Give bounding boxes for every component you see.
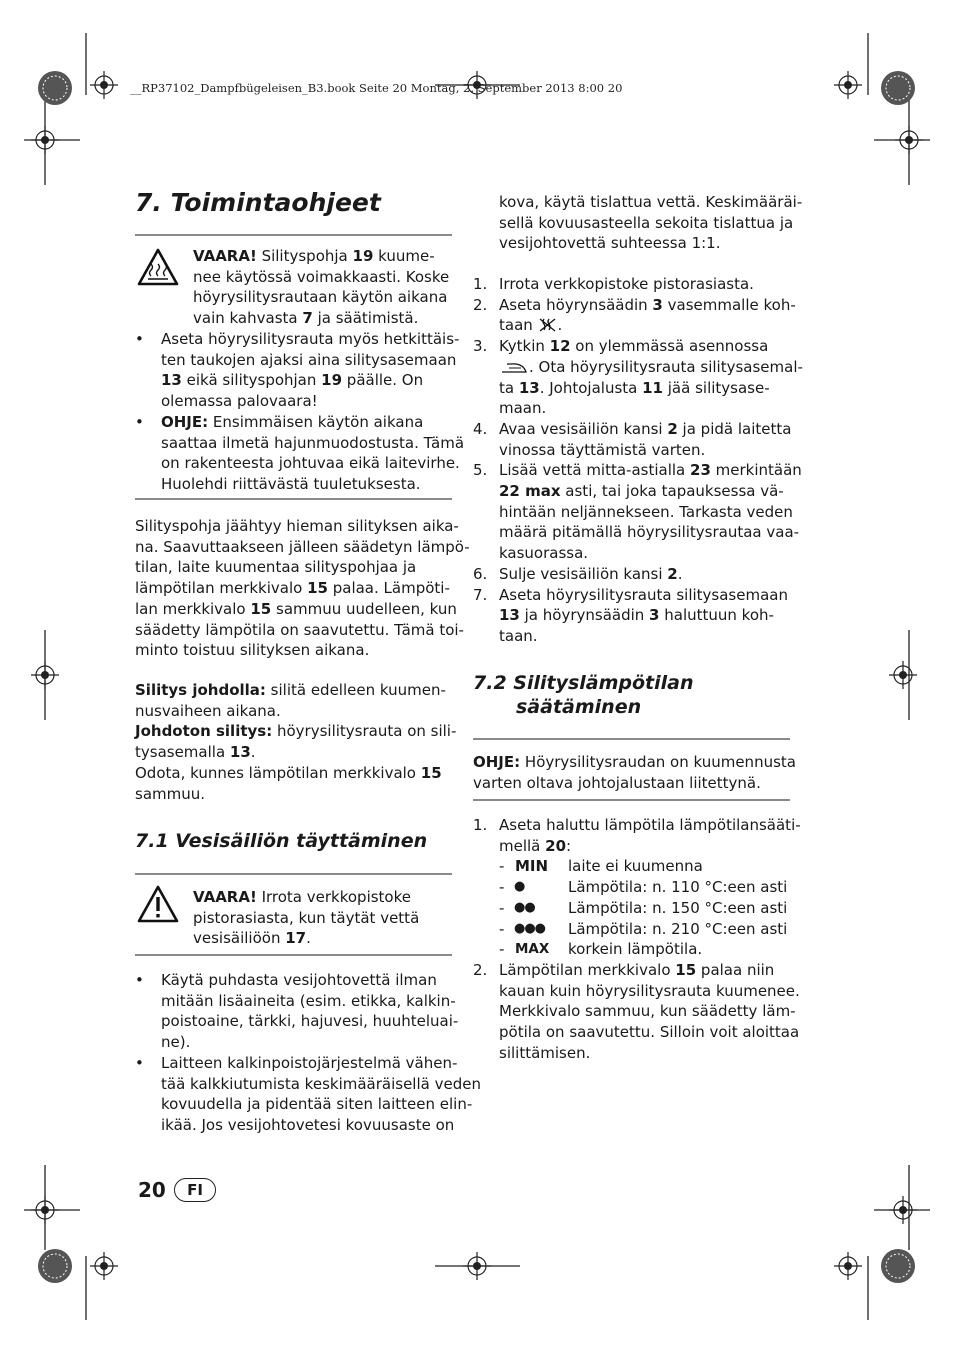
steam-off-icon [538,317,558,333]
list-item: • Aseta höyrysilitysrauta myös hetkittäis- ten taukojen ajaksi aina silitysasemaan 13 eikä silityspohjan 19 päälle. On olemassa palovaara! [135,330,460,411]
divider [135,954,452,956]
warning-label: VAARA! [193,888,257,906]
divider [473,738,790,740]
list-item: • Laitteen kalkinpoistojärjestelmä vähen- tää kalkkiutumista keskimääräisellä veden kovuudella ja pidentää siten laitteen elin- ikää. Jos vesijohtovetesi kovuusaste on [135,1053,481,1134]
list-item: 6. Sulje vesisäiliön kansi 2. [473,564,683,583]
divider [135,234,452,236]
list-item: 3. Kytkin 12 on ylemmässä asennossa . Ota höyrysilitysrauta silitysasemal- ta 13. Johtojalusta 11 jää silitysase- maan. [473,337,803,418]
language-badge: FI [174,1178,216,1202]
iron-icon [499,360,529,374]
paragraph-soleplate-cooling: Silityspohja jäähtyy hieman silityksen aika- na. Saavuttaakseen jälleen säädetyn lämpö- tilan, laite kuumentaa silityspohjaa ja lämpötilan merkkivalo 15 palaa. Lämpöti- lan merkkivalo 15 sammuu uudelleen, kun säädetty lämpötila on saavutettu. Tämä toi- minto toistuu silityksen aikana. [135,517,470,660]
steps-fill-water [473,274,803,647]
section-heading-7-2: 7.2 Silityslämpötilan säätäminen [473,672,694,718]
setting-row: - ●● Lämpötila: n. 150 °C:een asti [499,898,788,917]
section-heading-7-1: 7.1 Vesisäiliön täyttäminen [135,830,428,852]
paragraph-water-hardness: kova, käytä tislattua vettä. Keskimääräi- sellä kovuusasteella sekoita tislattua ja vesijohtovettä suhteessa 1:1. [499,193,803,253]
steps-set-temperature [473,815,803,1063]
note-connect-base: OHJE: Höyrysilitysraudan on kuumennusta varten oltava johtojalustaan liitettynä. [473,753,796,792]
list-item: 7. Aseta höyrysilitysrauta silitysasemaan 13 ja höyrynsäädin 3 haluttuun koh- taan. [473,585,788,645]
divider [135,873,452,875]
paragraph-corded-cordless: Silitys johdolla: silitä edelleen kuumen- nusvaiheen aikana. Johdoton silitys: höyrysilitysrauta on sili- tysasemalla 13. Odota, kunnes lämpötilan merkkivalo 15 sammuu. [135,681,457,803]
page-number: 20 [138,1178,166,1202]
warning-triangle-icon [137,885,179,923]
setting-row: - MAX korkein lämpötila. [499,940,703,959]
list-item: 1. Aseta haluttu lämpötila lämpötilansääti- mellä 20: - MIN laite ei kuumenna - ● Lämpötila: n. 110 °C:een asti - ●● Lämpötila: n. 150 °C:een asti - ●●● Lämpötila: n. 210 °C:een asti - MAX korkein lämpötila. [473,815,803,960]
warning-hot-soleplate: VAARA! Silityspohja 19 kuume- nee käytössä voimakkaasti. Koske höyrysilitysrautaan käytön aikana vain kahvasta 7 ja säätimistä. [193,247,450,328]
list-item: • Käytä puhdasta vesijohtovettä ilman mitään lisäaineita (esim. etikka, kalkin- poistoaine, tärkki, hajuvesi, huuhteluai- ne). [135,971,459,1052]
list-item: 1. Irrota verkkopistoke pistorasiasta. [473,275,754,293]
divider [135,498,452,500]
warning-label: VAARA! [193,247,257,265]
list-item: 2. Lämpötilan merkkivalo 15 palaa niin kauan kuin höyrysilitysrauta kuumenee. Merkkivalo sammuu, kun säädetty läm- pötila on saavutettu. Silloin voit aloittaa silittämisen. [473,960,800,1062]
hot-surface-warning-icon [137,248,179,286]
list-item: 5. Lisää vettä mitta-astialla 23 merkintään 22 max asti, tai joka tapauksessa vä- hintään neljännekseen. Tarkasta veden määrä pitämällä höyrysilitysrautaa vaa- kasuorassa. [473,461,802,563]
setting-row: - ● Lämpötila: n. 110 °C:een asti [499,878,788,897]
list-item: • OHJE: Ensimmäisen käytön aikana saattaa ilmetä hajunmuodostusta. Tämä on rakenteesta johtuvaa eikä laitevirhe. Huolehdi riittävästä tuuletuksesta. [135,412,465,493]
list-item: 4. Avaa vesisäiliön kansi 2 ja pidä laitetta vinossa täyttämistä varten. [473,419,792,459]
warning-unplug: VAARA! Irrota verkkopistoke pistorasiasta, kun täytät vettä vesisäiliöön 17. [193,888,420,948]
divider [473,799,790,801]
page-title: 7. Toimintaohjeet [135,188,381,217]
setting-row: - ●●● Lämpötila: n. 210 °C:een asti [499,919,788,938]
print-header: __RP37102_Dampfbügeleisen_B3.book Seite 20 Montag, 2. September 2013 8:00 20 [130,81,623,95]
list-item: 2. Aseta höyrynsäädin 3 vasemmalle koh- taan . [473,295,796,335]
bullet-list [135,329,464,495]
bullet-list [135,970,481,1136]
setting-row: - MIN laite ei kuumenna [499,857,703,876]
